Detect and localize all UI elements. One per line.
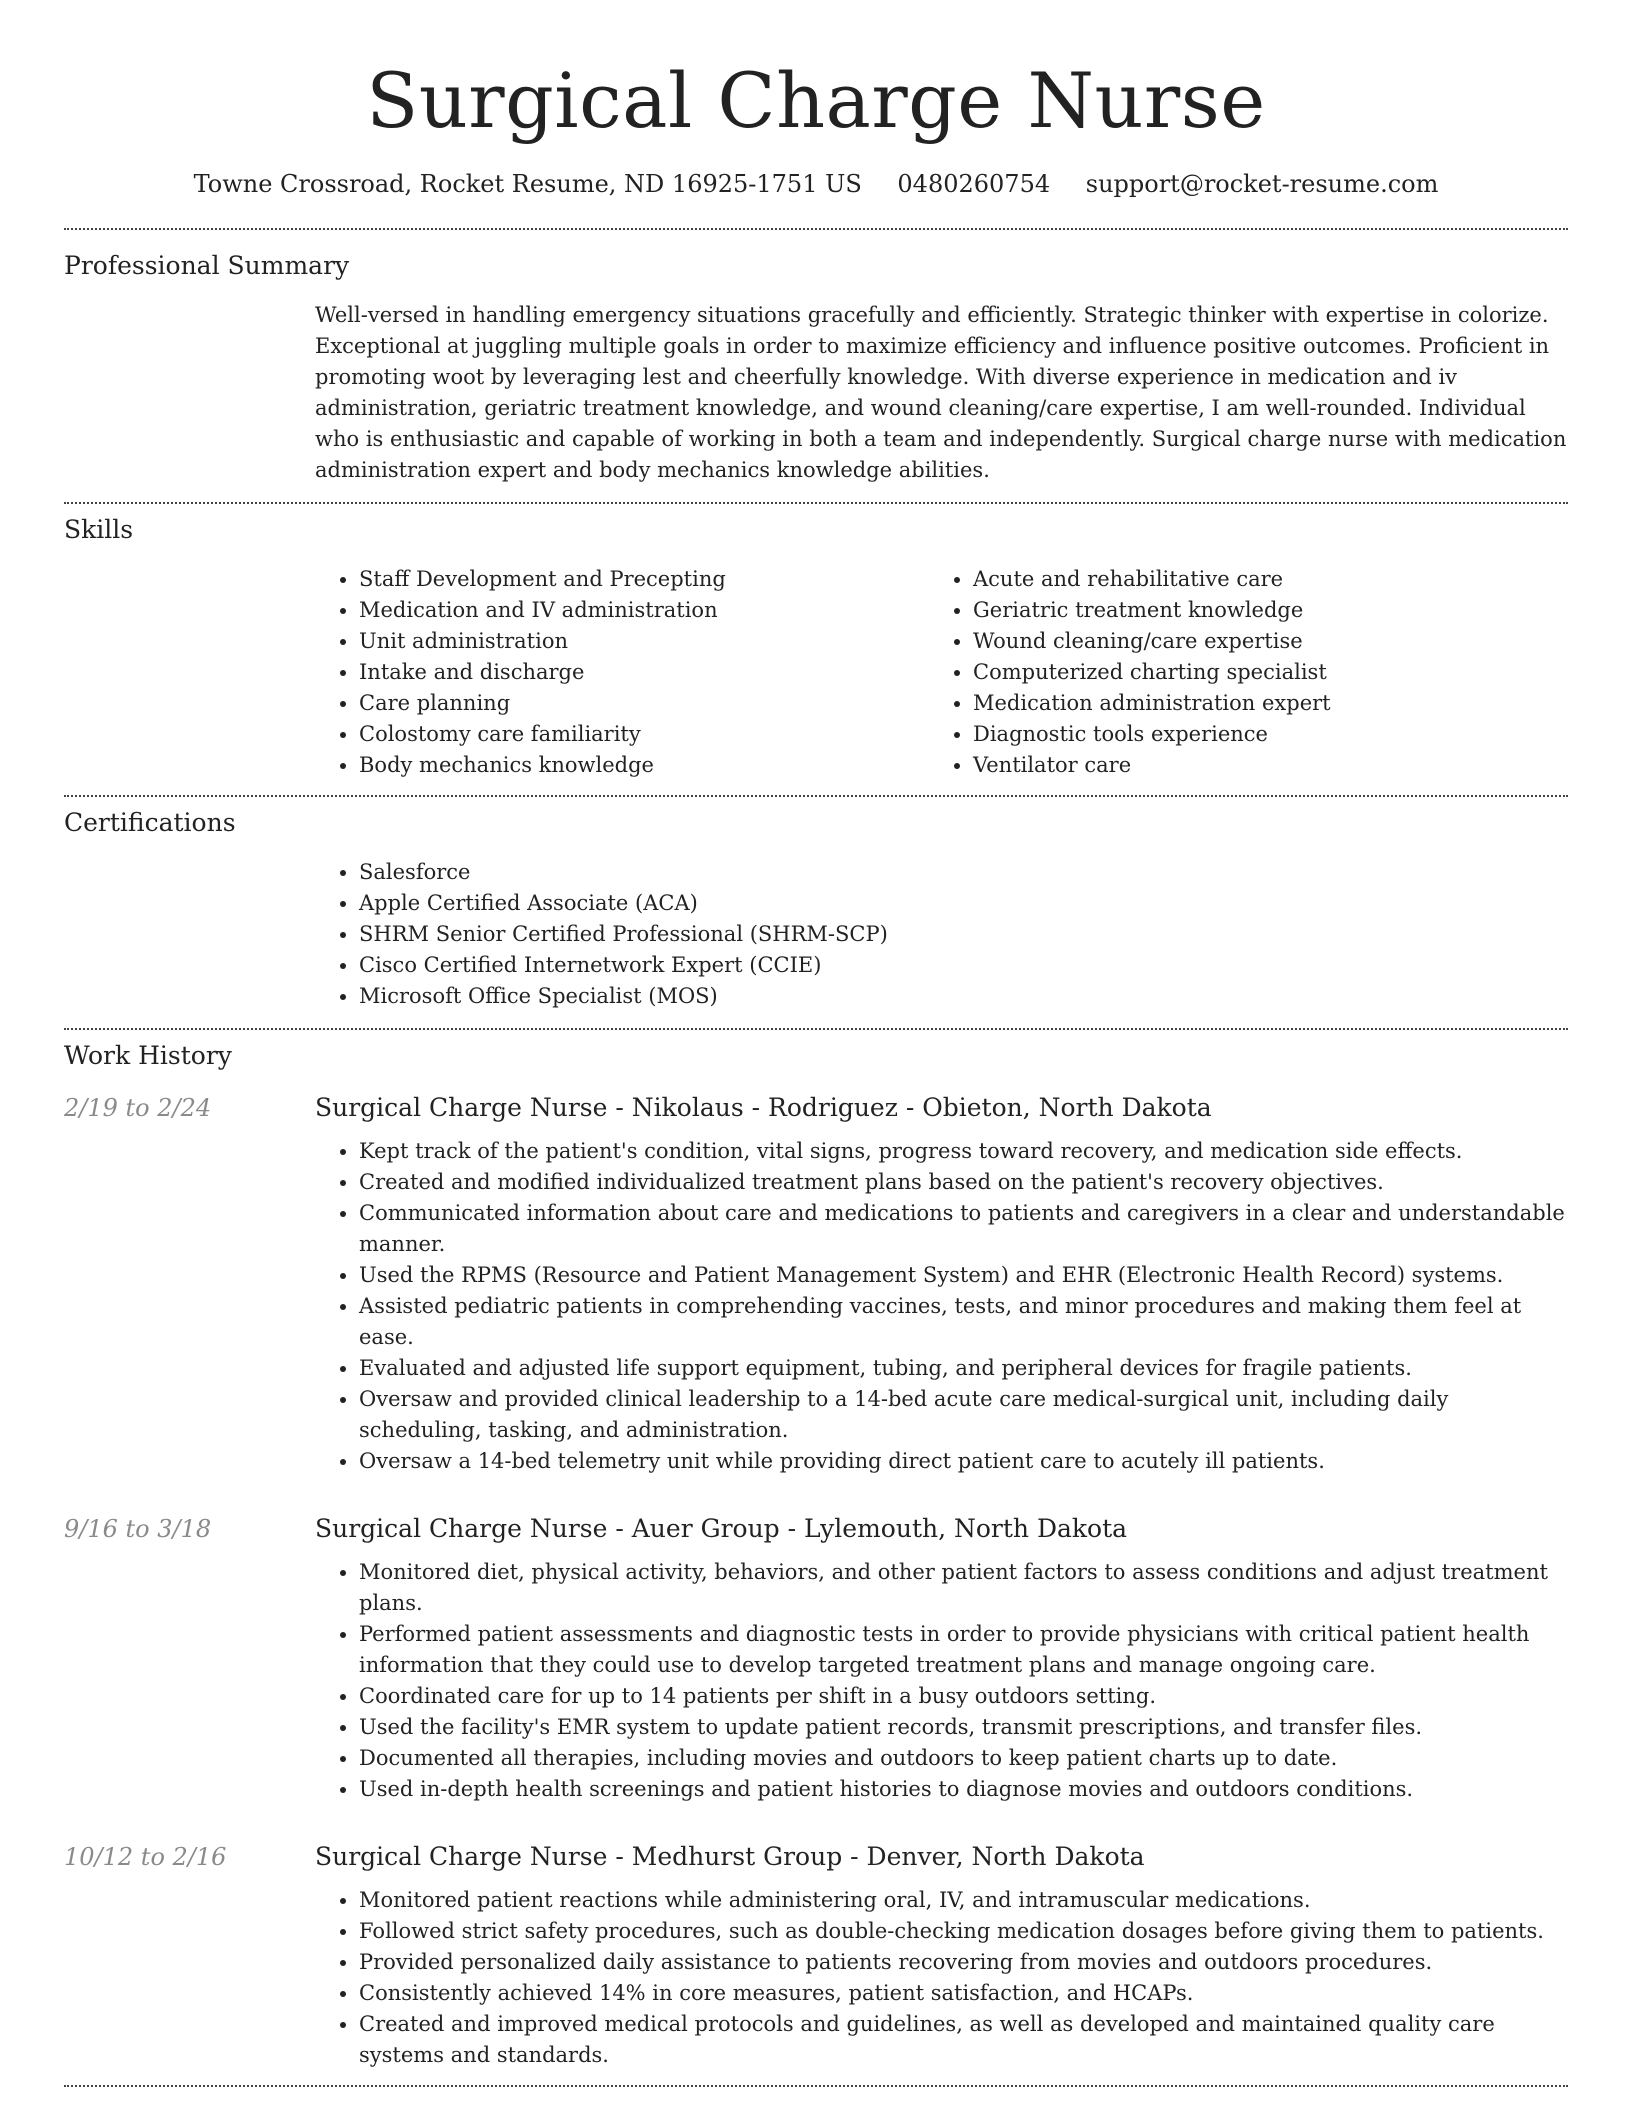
certifications-heading: Certifications	[64, 808, 236, 837]
candidate-name: Surgical Charge Nurse	[366, 56, 1266, 145]
job-bullet: • Used in-depth health screenings and patient histories to diagnose movies and outdoors conditions.	[359, 1774, 1568, 1805]
job-bullet: • Monitored patient reactions while administering oral, IV, and intramuscular medications.	[359, 1885, 1568, 1916]
section-divider	[64, 2085, 1568, 2087]
job-bullet: • Monitored diet, physical activity, behaviors, and other patient factors to assess conditions and adjust treatment plans.	[359, 1557, 1568, 1619]
job-entry	[64, 1513, 1568, 1805]
job-bullet: • Used the RPMS (Resource and Patient Management System) and EHR (Electronic Health Record) systems.	[359, 1260, 1568, 1291]
job-date: 2/19 to 2/24	[64, 1094, 212, 1122]
job-title: Surgical Charge Nurse - Medhurst Group - Denver, North Dakota	[315, 1842, 1145, 1871]
certifications-section	[64, 797, 1568, 1012]
job-bullets	[315, 1885, 1568, 2071]
skill-item: • Body mechanics knowledge	[359, 750, 929, 781]
job-entry	[64, 1092, 1568, 1477]
skill-item: • Wound cleaning/care expertise	[973, 626, 1543, 657]
skills-list-right	[929, 564, 1543, 781]
job-title: Surgical Charge Nurse - Nikolaus - Rodriguez - Obieton, North Dakota	[315, 1093, 1212, 1122]
skill-item: • Medication and IV administration	[359, 595, 929, 626]
job-entry	[64, 1841, 1568, 2071]
skill-item: • Staff Development and Precepting	[359, 564, 929, 595]
contact-address: Towne Crossroad, Rocket Resume, ND 16925-1751 US	[193, 170, 862, 198]
skills-list-left	[315, 564, 929, 781]
job-bullet: • Performed patient assessments and diagnostic tests in order to provide physicians with critical patient health information that they could use to develop targeted treatment plans and manage ongoing care.	[359, 1619, 1568, 1681]
certifications-list	[315, 857, 1568, 1012]
skill-item: • Computerized charting specialist	[973, 657, 1543, 688]
summary-text: Well-versed in handling emergency situations gracefully and efficiently. Strategic thinker with expertise in colorize. Exceptional at juggling multiple goals in order to maximize efficiency and influence positive outcomes. Proficient in promoting woot by leveraging lest and cheerfully knowledge. With diverse experience in medication and iv administration, geriatric treatment knowledge, and wound cleaning/care expertise, I am well-rounded. Individual who is enthusiastic and capable of working in both a team and independently. Surgical charge nurse with medication administration expert and body mechanics knowledge abilities.	[315, 303, 1567, 482]
skill-item: • Care planning	[359, 688, 929, 719]
job-bullet: • Evaluated and adjusted life support equipment, tubing, and peripheral devices for fragile patients.	[359, 1353, 1568, 1384]
job-title: Surgical Charge Nurse - Auer Group - Lylemouth, North Dakota	[315, 1514, 1128, 1543]
job-bullet: • Provided personalized daily assistance to patients recovering from movies and outdoors procedures.	[359, 1947, 1568, 1978]
skill-item: • Medication administration expert	[973, 688, 1543, 719]
certification-item: • Apple Certified Associate (ACA)	[359, 888, 1568, 919]
skill-item: • Acute and rehabilitative care	[973, 564, 1543, 595]
skills-section	[64, 504, 1568, 781]
job-bullet: • Created and improved medical protocols and guidelines, as well as developed and maintained quality care systems and standards.	[359, 2009, 1568, 2071]
job-bullet: • Used the facility's EMR system to update patient records, transmit prescriptions, and transfer files.	[359, 1712, 1568, 1743]
job-bullet: • Documented all therapies, including movies and outdoors to keep patient charts up to date.	[359, 1743, 1568, 1774]
work-history-section	[64, 1030, 1568, 2071]
contact-line	[64, 168, 1568, 200]
certification-item: • Salesforce	[359, 857, 1568, 888]
summary-heading: Professional Summary	[64, 251, 350, 280]
job-bullet: • Assisted pediatric patients in comprehending vaccines, tests, and minor procedures and making them feel at ease.	[359, 1291, 1568, 1353]
contact-phone: 0480260754	[897, 170, 1051, 198]
work-history-heading: Work History	[64, 1041, 232, 1070]
job-bullet: • Oversaw a 14-bed telemetry unit while providing direct patient care to acutely ill patients.	[359, 1446, 1568, 1477]
skill-item: • Colostomy care familiarity	[359, 719, 929, 750]
skill-item: • Diagnostic tools experience	[973, 719, 1543, 750]
skill-item: • Unit administration	[359, 626, 929, 657]
job-bullet: • Communicated information about care and medications to patients and caregivers in a clear and understandable manner.	[359, 1198, 1568, 1260]
resume-page	[64, 0, 1568, 2087]
job-bullet: • Kept track of the patient's condition, vital signs, progress toward recovery, and medication side effects.	[359, 1136, 1568, 1167]
skill-item: • Intake and discharge	[359, 657, 929, 688]
skill-item: • Geriatric treatment knowledge	[973, 595, 1543, 626]
job-bullet: • Created and modified individualized treatment plans based on the patient's recovery objectives.	[359, 1167, 1568, 1198]
contact-email: support@rocket-resume.com	[1085, 170, 1439, 198]
job-date: 10/12 to 2/16	[64, 1843, 227, 1871]
job-bullets	[315, 1557, 1568, 1805]
job-bullet: • Oversaw and provided clinical leadership to a 14-bed acute care medical-surgical unit, including daily scheduling, tasking, and administration.	[359, 1384, 1568, 1446]
certification-item: • Cisco Certified Internetwork Expert (CCIE)	[359, 950, 1568, 981]
job-bullet: • Followed strict safety procedures, such as double-checking medication dosages before giving them to patients.	[359, 1916, 1568, 1947]
skills-heading: Skills	[64, 515, 134, 544]
skill-item: • Ventilator care	[973, 750, 1543, 781]
summary-section	[64, 230, 1568, 486]
job-bullet: • Coordinated care for up to 14 patients per shift in a busy outdoors setting.	[359, 1681, 1568, 1712]
job-bullets	[315, 1136, 1568, 1477]
job-bullet: • Consistently achieved 14% in core measures, patient satisfaction, and HCAPs.	[359, 1978, 1568, 2009]
certification-item: • Microsoft Office Specialist (MOS)	[359, 981, 1568, 1012]
job-date: 9/16 to 3/18	[64, 1515, 212, 1543]
certification-item: • SHRM Senior Certified Professional (SHRM-SCP)	[359, 919, 1568, 950]
